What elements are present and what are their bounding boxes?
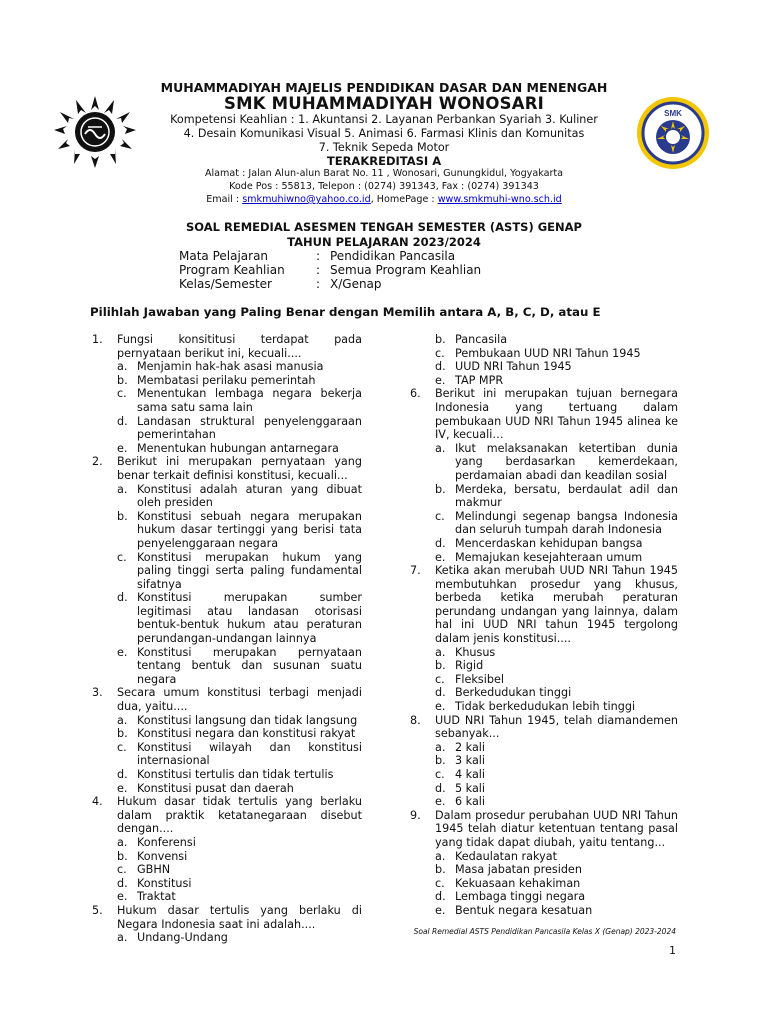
- option-text: Menentukan lembaga negara bekerja sama satu sama lain: [137, 387, 362, 414]
- answer-option: [117, 741, 362, 768]
- option-list: [92, 931, 362, 945]
- question-text: Berikut ini merupakan tujuan bernegara Indonesia yang tertuang dalam pembukaan UUD NRI Tahun 1945 alinea ke IV, kecuali…: [435, 387, 678, 442]
- answer-option: [435, 374, 678, 388]
- option-text: Konstitusi merupakan hukum yang paling tinggi serta paling fundamental sifatnya: [137, 550, 362, 591]
- answer-option: [435, 510, 678, 537]
- option-letter: b.: [117, 373, 128, 387]
- option-text: Traktat: [137, 890, 176, 904]
- meta-value: X/Genap: [330, 277, 382, 292]
- option-letter: c.: [117, 863, 127, 877]
- question-number: 8.: [410, 713, 421, 727]
- question-text: UUD NRI Tahun 1945, telah diamandemen sebanyak...: [435, 713, 678, 741]
- answer-option: [117, 415, 362, 442]
- email-label: Email :: [206, 194, 243, 205]
- questions-column-left: [92, 333, 362, 945]
- answer-option: [435, 646, 678, 660]
- option-text: Memajukan kesejahteraan umum: [455, 550, 643, 564]
- answer-option: [117, 510, 362, 551]
- option-text: Konferensi: [137, 835, 196, 849]
- meta-row: [179, 263, 481, 277]
- question-stem: [410, 809, 678, 850]
- contact: Kode Pos : 55813, Telepon : (0274) 391343, Fax : (0274) 391343: [229, 181, 539, 192]
- option-text: 3 kali: [455, 754, 486, 768]
- option-letter: a.: [117, 482, 128, 496]
- option-text: Kekuasaan kehakiman: [455, 876, 581, 890]
- option-letter: a.: [435, 849, 446, 863]
- option-text: Konstitusi merupakan pernyataan tentang bentuk dan susunan suatu negara: [137, 645, 362, 686]
- meta-colon: :: [316, 263, 321, 278]
- answer-option: [435, 551, 678, 565]
- option-text: 2 kali: [455, 740, 486, 754]
- option-text: Konstitusi tertulis dan tidak tertulis: [137, 768, 334, 781]
- option-text: Konstitusi wilayah dan konstitusi internasional: [137, 740, 362, 768]
- option-text: Konvensi: [137, 849, 188, 863]
- answer-option: [435, 890, 678, 904]
- option-letter: c.: [117, 740, 127, 754]
- answer-option: [435, 442, 678, 483]
- answer-option: [117, 442, 362, 456]
- exam-title: SOAL REMEDIAL ASESMEN TENGAH SEMESTER (ASTS) GENAP: [186, 220, 582, 234]
- meta-row: [179, 249, 481, 263]
- answer-option: [435, 347, 678, 361]
- option-letter: b.: [435, 333, 446, 346]
- question: [410, 387, 678, 564]
- option-text: Pancasila: [455, 333, 508, 346]
- option-letter: e.: [435, 373, 446, 387]
- instruction: Pilihlah Jawaban yang Paling Benar dengan Memilih antara A, B, C, D, atau E: [90, 305, 601, 319]
- question: [92, 686, 362, 795]
- option-letter: e.: [435, 795, 446, 809]
- answer-option: [117, 714, 362, 728]
- option-letter: c.: [435, 876, 445, 890]
- option-list: [410, 850, 678, 918]
- option-text: Masa jabatan presiden: [455, 863, 582, 877]
- question-number: 5.: [92, 903, 103, 917]
- answer-option: [117, 782, 362, 796]
- answer-option: [117, 591, 362, 645]
- option-text: Rigid: [455, 659, 484, 673]
- question-number: 3.: [92, 686, 103, 700]
- option-letter: a.: [435, 645, 446, 659]
- option-text: Landasan struktural penyelenggaraan pemerintahan: [137, 414, 362, 442]
- akreditasi: TERAKREDITASI A: [326, 154, 442, 168]
- answer-option: [435, 741, 678, 755]
- kompetensi-line-2: 4. Desain Komunikasi Visual 5. Animasi 6. Farmasi Klinis dan Komunitas: [183, 127, 585, 140]
- question-stem: [92, 795, 362, 836]
- meta-colon: :: [316, 277, 321, 292]
- answer-option: [435, 754, 678, 768]
- exam-year: TAHUN PELAJARAN 2023/2024: [287, 235, 481, 249]
- option-text: Melindungi segenap bangsa Indonesia dan seluruh tumpah darah Indonesia: [455, 509, 678, 537]
- option-letter: e.: [117, 781, 128, 795]
- option-list: [410, 646, 678, 714]
- option-text: UUD NRI Tahun 1945: [455, 360, 572, 374]
- answer-option: [117, 374, 362, 388]
- answer-option: [435, 673, 678, 687]
- option-text: TAP MPR: [455, 373, 504, 387]
- question: [92, 333, 362, 455]
- question-number: 6.: [410, 387, 421, 401]
- answer-option: [117, 483, 362, 510]
- questions-column-right: [410, 333, 678, 918]
- answer-option: [117, 387, 362, 414]
- answer-option: [435, 537, 678, 551]
- option-text: Menentukan hubungan antarnegara: [137, 441, 339, 455]
- question-stem: [92, 455, 362, 482]
- option-list: [92, 836, 362, 904]
- question-stem: [92, 333, 362, 360]
- option-text: 5 kali: [455, 781, 486, 795]
- option-letter: e.: [117, 890, 128, 904]
- question: [92, 904, 362, 945]
- option-text: Lembaga tinggi negara: [455, 890, 586, 904]
- answer-option: [435, 360, 678, 374]
- answer-option: [435, 850, 678, 864]
- q5-continued-options: [410, 333, 678, 387]
- option-text: GBHN: [137, 863, 171, 877]
- answer-option: [117, 850, 362, 864]
- question-stem: [410, 714, 678, 741]
- question: [410, 714, 678, 809]
- question-text: Ketika akan merubah UUD NRI Tahun 1945 membutuhkan prosedur yang khusus, berbeda ketika merubah peraturan perundang undangan yang lainnya, dalam hal ini UUD NRI tahun 1945 tergolong dalam jenis konstitusi....: [435, 564, 678, 646]
- option-letter: b.: [435, 863, 446, 877]
- smk-logo-text: SMK: [664, 109, 682, 118]
- option-text: Bentuk negara kesatuan: [455, 903, 593, 917]
- option-letter: e.: [435, 903, 446, 917]
- option-letter: e.: [117, 645, 128, 659]
- option-text: Berkedudukan tinggi: [455, 686, 572, 700]
- option-text: Konstitusi langsung dan tidak langsung: [137, 713, 358, 727]
- option-text: Konstitusi merupakan sumber legitimasi atau landasan otorisasi bentuk-bentuk hukum atau peraturan perundangan-undangan lainnya: [137, 591, 362, 646]
- question: [410, 809, 678, 918]
- option-letter: b.: [117, 509, 128, 523]
- option-letter: b.: [117, 849, 128, 863]
- option-list: [410, 741, 678, 809]
- org-name: MUHAMMADIYAH MAJELIS PENDIDIKAN DASAR DAN MENENGAH: [160, 80, 608, 95]
- option-list: [410, 442, 678, 564]
- option-text: Merdeka, bersatu, berdaulat adil dan makmur: [455, 482, 678, 510]
- option-letter: e.: [435, 550, 446, 564]
- option-letter: c.: [117, 387, 127, 401]
- option-text: Konstitusi negara dan konstitusi rakyat: [137, 727, 356, 741]
- page-number: 1: [669, 944, 676, 957]
- answer-option: [435, 782, 678, 796]
- kompetensi: [0, 113, 768, 155]
- question-number: 4.: [92, 795, 103, 809]
- email-link[interactable]: smkmuhiwno@yahoo.co.id: [242, 194, 371, 205]
- question-text: Secara umum konstitusi terbagi menjadi dua, yaitu....: [117, 686, 362, 714]
- answer-option: [435, 659, 678, 673]
- option-text: Ikut melaksanakan ketertiban dunia yang berdasarkan kemerdekaan, perdamaian abadi dan keadilan sosial: [455, 441, 678, 482]
- option-text: Konstitusi: [137, 876, 192, 890]
- answer-option: [435, 333, 678, 347]
- option-letter: b.: [435, 659, 446, 673]
- option-letter: e.: [435, 700, 446, 714]
- answer-option: [117, 890, 362, 904]
- answer-option: [435, 877, 678, 891]
- question-text: Fungsi konsititusi terdapat pada pernyataan berikut ini, kecuali....: [117, 333, 362, 360]
- option-letter: c.: [435, 768, 445, 781]
- option-letter: d.: [435, 781, 446, 795]
- question-stem: [92, 686, 362, 713]
- exam-meta: [179, 249, 481, 292]
- option-text: 6 kali: [455, 795, 486, 809]
- option-text: Khusus: [455, 645, 496, 659]
- answer-option: [435, 700, 678, 714]
- meta-value: Semua Program Keahlian: [330, 263, 482, 278]
- option-text: Tidak berkedudukan lebih tinggi: [455, 700, 636, 714]
- option-text: Undang-Undang: [137, 931, 228, 945]
- answer-option: [117, 646, 362, 687]
- option-letter: c.: [117, 550, 127, 564]
- meta-row: [179, 277, 481, 291]
- option-text: Kedaulatan rakyat: [455, 849, 557, 863]
- option-text: 4 kali: [455, 768, 486, 781]
- option-text: Membatasi perilaku pemerintah: [137, 373, 316, 387]
- option-letter: a.: [117, 835, 128, 849]
- question-text: Hukum dasar tertulis yang berlaku di Negara Indonesia saat ini adalah....: [117, 903, 362, 931]
- address: Alamat : Jalan Alun-alun Barat No. 11 , Wonosari, Gunungkidul, Yogyakarta: [204, 168, 564, 179]
- option-list: [92, 360, 362, 455]
- answer-option: [117, 551, 362, 592]
- option-text: Konstitusi adalah aturan yang dibuat oleh presiden: [137, 482, 362, 510]
- question: [410, 564, 678, 714]
- answer-option: [117, 836, 362, 850]
- homepage-link[interactable]: www.smkmuhi-wno.sch.id: [437, 194, 562, 205]
- answer-option: [117, 877, 362, 891]
- question-number: 1.: [92, 333, 103, 346]
- answer-option: [117, 360, 362, 374]
- option-text: Menjamin hak-hak asasi manusia: [137, 360, 324, 374]
- question-number: 7.: [410, 564, 421, 578]
- option-letter: b.: [117, 727, 128, 741]
- option-letter: a.: [435, 740, 446, 754]
- option-text: Fleksibel: [455, 672, 504, 686]
- option-letter: d.: [435, 890, 446, 904]
- kompetensi-line-3: 7. Teknik Sepeda Motor: [318, 141, 450, 154]
- answer-option: [117, 863, 362, 877]
- option-letter: d.: [435, 536, 446, 550]
- question-stem: [410, 564, 678, 646]
- option-letter: b.: [435, 482, 446, 496]
- question: [92, 795, 362, 904]
- answer-option: [435, 904, 678, 918]
- option-letter: d.: [117, 414, 128, 428]
- question-number: 9.: [410, 808, 421, 822]
- option-text: Konstitusi pusat dan daerah: [137, 781, 294, 795]
- meta-label: Kelas/Semester: [179, 277, 272, 292]
- answer-option: [117, 768, 362, 782]
- answer-option: [435, 863, 678, 877]
- meta-colon: :: [316, 249, 321, 263]
- option-letter: d.: [117, 876, 128, 890]
- answer-option: [117, 931, 362, 945]
- answer-option: [435, 795, 678, 809]
- email-line: [0, 193, 768, 206]
- option-letter: c.: [435, 672, 445, 686]
- answer-option: [117, 727, 362, 741]
- option-list: [92, 483, 362, 687]
- option-letter: d.: [435, 360, 446, 374]
- option-list: [92, 714, 362, 796]
- option-text: Konstitusi sebuah negara merupakan hukum dasar tertinggi yang berisi tata penyelenggaraan negara: [137, 509, 362, 550]
- option-letter: e.: [117, 441, 128, 455]
- answer-option: [435, 686, 678, 700]
- homepage-label: , HomePage :: [370, 194, 438, 205]
- answer-option: [435, 768, 678, 782]
- option-letter: d.: [117, 591, 128, 605]
- option-letter: d.: [435, 686, 446, 700]
- question: [92, 455, 362, 686]
- school-name: SMK MUHAMMADIYAH WONOSARI: [224, 94, 544, 113]
- option-letter: a.: [117, 931, 128, 945]
- footer-text: Soal Remedial ASTS Pendidikan Pancasila Kelas X (Genap) 2023-2024: [413, 927, 676, 936]
- option-letter: c.: [435, 509, 445, 523]
- answer-option: [435, 483, 678, 510]
- meta-value: Pendidikan Pancasila: [330, 249, 456, 263]
- question-text: Dalam prosedur perubahan UUD NRI Tahun 1945 telah diatur ketentuan tentang pasal yang tidak dapat diubah, yaitu tentang...: [435, 808, 678, 849]
- question-text: Hukum dasar tidak tertulis yang berlaku dalam praktik ketatanegaraan disebut dengan....: [117, 795, 362, 836]
- option-letter: c.: [435, 346, 445, 360]
- option-text: Pembukaan UUD NRI Tahun 1945: [455, 346, 641, 360]
- meta-label: Mata Pelajaran: [179, 249, 269, 263]
- address-block: [0, 167, 768, 206]
- question-stem: [410, 387, 678, 441]
- option-letter: a.: [435, 441, 446, 455]
- question-text: Berikut ini merupakan pernyataan yang benar terkait definisi konstitusi, kecuali...: [117, 455, 362, 482]
- option-letter: a.: [117, 360, 128, 374]
- question-stem: [92, 904, 362, 931]
- option-letter: d.: [117, 768, 128, 781]
- option-text: Mencerdaskan kehidupan bangsa: [455, 536, 643, 550]
- option-letter: a.: [117, 713, 128, 727]
- option-letter: b.: [435, 754, 446, 768]
- meta-label: Program Keahlian: [179, 263, 285, 278]
- question-number: 2.: [92, 455, 103, 469]
- kompetensi-line-1: Kompetensi Keahlian : 1. Akuntansi 2. Layanan Perbankan Syariah 3. Kuliner: [170, 113, 598, 126]
